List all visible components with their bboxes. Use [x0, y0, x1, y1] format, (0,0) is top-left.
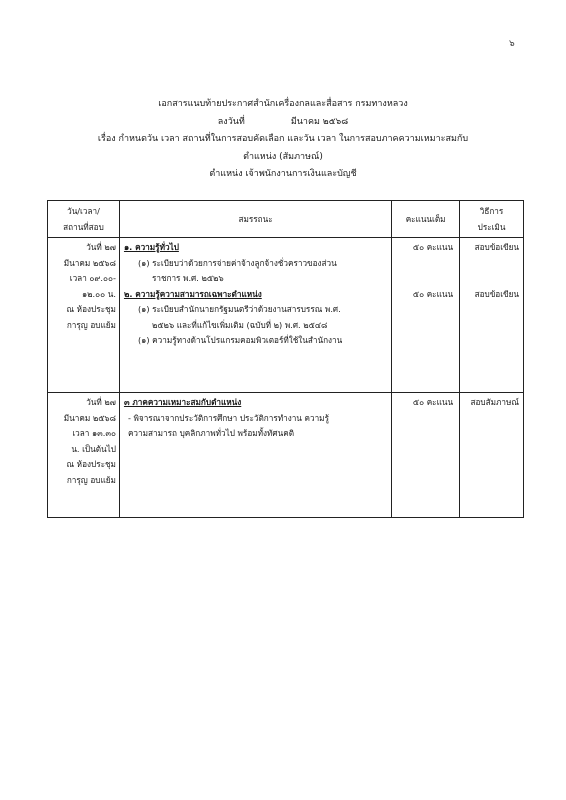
header-date-line: [60, 114, 506, 132]
list-item-cont: ราชการ พ.ศ. ๒๕๒๖: [151, 273, 224, 283]
page-number: ๖: [509, 39, 515, 49]
method-cell: สอบสัมภาษณ์: [460, 393, 524, 518]
header-position-line: ตำแหน่ง เจ้าพนักงานการเงินและบัญชี: [209, 169, 357, 179]
list-item: - พิจารณาจากประวัติการศึกษา ประวัติการทำงาน ความรู้: [127, 412, 329, 423]
header-subject-cont: ตำแหน่ง (สัมภาษณ์): [243, 151, 323, 162]
header-competency: สมรรถนะ: [119, 201, 391, 238]
document-header: [60, 96, 506, 184]
score-cell: ๕๐ คะแนน ๕๐ คะแนน: [392, 238, 460, 393]
header-subject-line: เรื่อง กำหนดวัน เวลา สถานที่ในการสอบคัดเลือก และวัน เวลา ในการสอบภาคความเหมาะสมกับ: [97, 134, 469, 144]
section-title: ๑. ความรู้ทั่วไป: [123, 242, 179, 252]
exam-when-cell: วันที่ ๒๗ มีนาคม ๒๕๖๘ เวลา ๑๓.๓๐ น. เป็นต้นไป ณ ห้องประชุม การุญ อบแย้ม: [48, 393, 120, 518]
competency-cell: [119, 393, 391, 518]
exam-schedule-table: [47, 200, 524, 518]
section-title: ๓ ภาคความเหมาะสมกับตำแหน่ง: [123, 397, 242, 407]
competency-cell: [119, 238, 391, 393]
header-title-line: เอกสารแนบท้ายประกาศสำนักเครื่องกลและสื่อสาร กรมทางหลวง: [158, 99, 408, 109]
score-cell: ๕๐ คะแนน: [392, 393, 460, 518]
list-item-cont: ความสามารถ บุคลิกภาพทั่วไป พร้อมทั้งทัศนคติ: [127, 428, 295, 438]
section-title: ๒. ความรู้ความสามารถเฉพาะตำแหน่ง: [123, 288, 262, 299]
header-when: วัน/เวลา/ สถานที่สอบ: [48, 201, 120, 238]
list-item: (๑) ความรู้ทางด้านโปรแกรมคอมพิวเตอร์ที่ใช้ในสำนักงาน: [137, 335, 343, 345]
date-suffix: มีนาคม ๒๕๖๘: [290, 116, 349, 127]
list-item-cont: ๒๕๒๖ และที่แก้ไขเพิ่มเติม (ฉบับที่ ๒) พ.ศ. ๒๕๔๘: [151, 319, 328, 330]
method-cell: สอบข้อเขียน สอบข้อเขียน: [460, 238, 524, 393]
list-item: (๑) ระเบียบว่าด้วยการจ่ายค่าจ้างลูกจ้างชั่วคราวของส่วน: [137, 257, 337, 268]
exam-when-cell: วันที่ ๒๗ มีนาคม ๒๕๖๘ เวลา ๐๙.๐๐- ๑๒.๐๐ น. ณ ห้องประชุม การุญ อบแย้ม: [48, 238, 120, 393]
table-header-row: [48, 201, 524, 238]
date-prefix: ลงวันที่: [217, 116, 245, 127]
table-row: [48, 393, 524, 518]
table-row: [48, 238, 524, 393]
list-item: (๑) ระเบียบสำนักนายกรัฐมนตรีว่าด้วยงานสารบรรณ พ.ศ.: [137, 304, 341, 314]
header-score: คะแนนเต็ม: [392, 201, 460, 238]
header-method: วิธีการ ประเมิน: [460, 201, 524, 238]
